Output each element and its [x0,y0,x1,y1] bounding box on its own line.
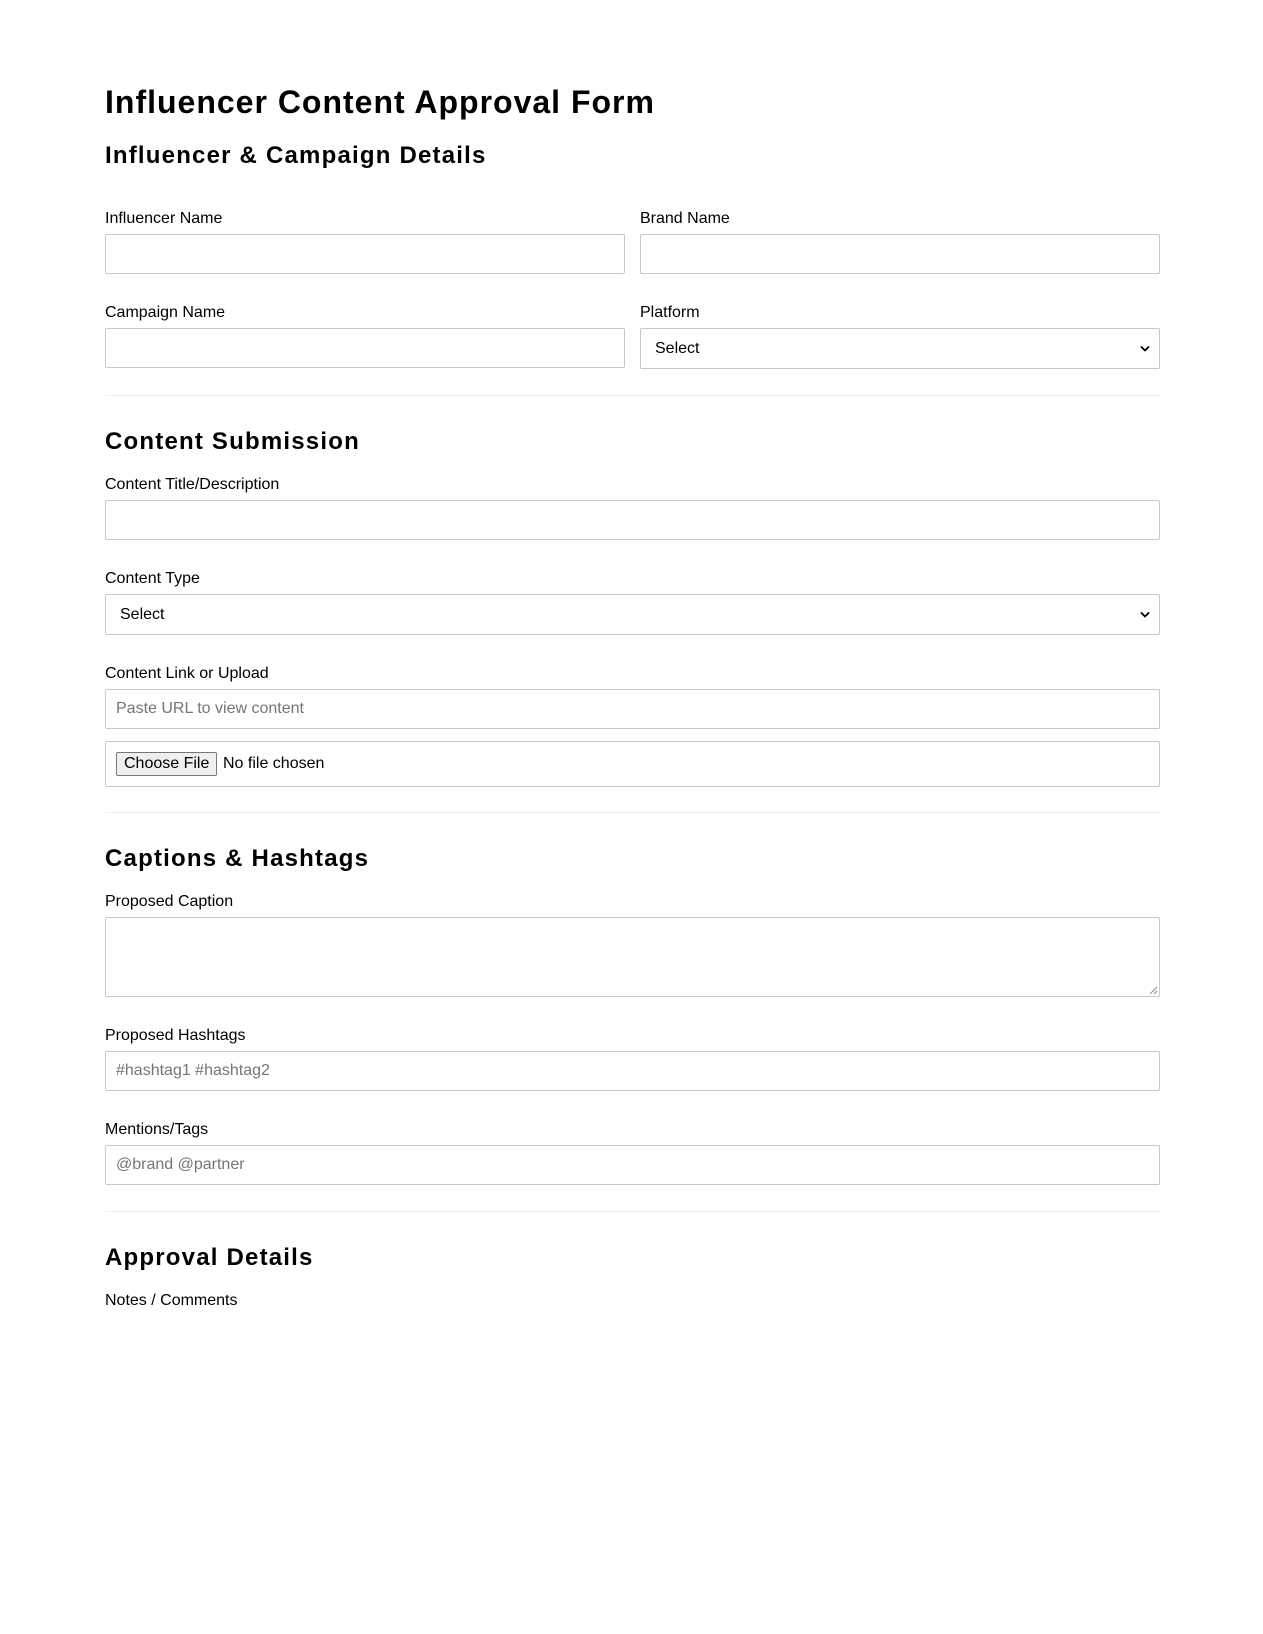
resize-grip-icon[interactable] [1149,986,1158,995]
influencer-name-label: Influencer Name [105,210,223,227]
brand-name-input[interactable] [640,234,1160,274]
content-url-input[interactable] [105,689,1160,729]
file-status-text: No file chosen [223,755,325,772]
chevron-down-icon [1140,610,1150,620]
content-type-label: Content Type [105,570,200,587]
influencer-name-input[interactable] [105,234,625,274]
proposed-caption-label: Proposed Caption [105,893,234,910]
choose-file-button[interactable]: Choose File [116,752,217,776]
notes-comments-label: Notes / Comments [105,1292,238,1309]
campaign-name-label: Campaign Name [105,304,226,321]
section-heading-approval: Approval Details [105,1244,314,1271]
chevron-down-icon [1140,344,1150,354]
file-upload-field [105,741,1160,787]
section-heading-content: Content Submission [105,428,360,455]
section-divider [105,812,1160,813]
proposed-hashtags-label: Proposed Hashtags [105,1027,246,1044]
campaign-name-input[interactable] [105,328,625,368]
section-heading-campaign: Influencer & Campaign Details [105,142,487,169]
platform-label: Platform [640,304,700,321]
content-title-input[interactable] [105,500,1160,540]
content-type-selected-value: Select [120,606,165,623]
section-divider [105,1211,1160,1212]
content-type-select[interactable] [105,594,1160,635]
page-title: Influencer Content Approval Form [105,84,655,120]
proposed-caption-textarea[interactable] [105,917,1160,997]
content-title-label: Content Title/Description [105,476,280,493]
proposed-hashtags-input[interactable] [105,1051,1160,1091]
section-heading-captions: Captions & Hashtags [105,845,370,872]
form-page [105,0,1160,1309]
section-divider [105,395,1160,396]
content-link-label: Content Link or Upload [105,665,269,682]
platform-selected-value: Select [655,340,700,357]
brand-name-label: Brand Name [640,210,730,227]
caption-textarea-wrap [105,917,1160,997]
platform-select[interactable] [640,328,1160,369]
mentions-tags-label: Mentions/Tags [105,1121,209,1138]
mentions-tags-input[interactable] [105,1145,1160,1185]
